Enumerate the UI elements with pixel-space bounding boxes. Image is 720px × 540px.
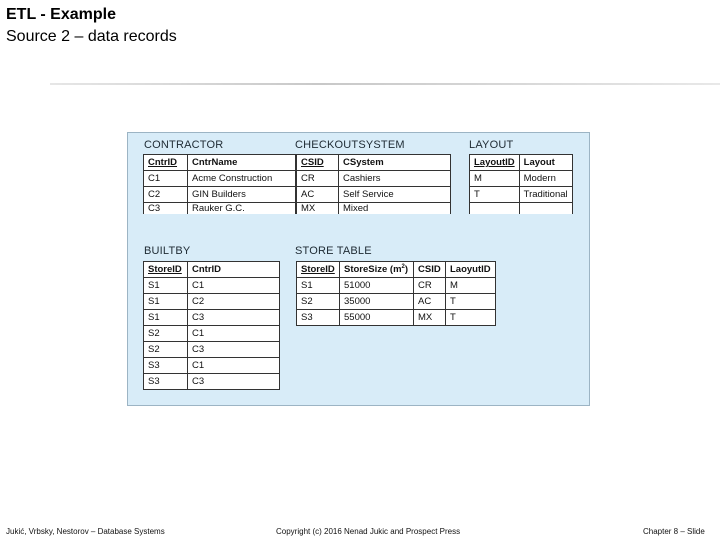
table-cell: Traditional: [519, 187, 572, 203]
table-cell: Mixed: [339, 203, 451, 215]
table-cell: T: [446, 310, 496, 326]
table-cell: MX: [297, 203, 339, 215]
table-cell: T: [470, 187, 520, 203]
table-row: [144, 358, 280, 374]
table-cell: Acme Construction: [188, 171, 296, 187]
table-row: [470, 187, 573, 203]
table-cell: S3: [144, 358, 188, 374]
table-cell: C2: [144, 187, 188, 203]
table-header-row: [470, 155, 573, 171]
store-size-label: StoreSize (m: [344, 264, 402, 276]
table-cell: S3: [144, 374, 188, 390]
table-cell: S2: [144, 342, 188, 358]
table-cell: Rauker G.C.: [188, 203, 296, 215]
header-cell: StoreID: [297, 262, 340, 278]
table-cell: 55000: [340, 310, 414, 326]
table-cell: S1: [297, 278, 340, 294]
table-cell: [470, 203, 520, 214]
header-cell: CntrID: [144, 155, 188, 171]
header-cell: CSystem: [339, 155, 451, 171]
checkoutsystem-table-title: CHECKOUTSYSTEM: [295, 139, 405, 151]
table-row: [297, 171, 451, 187]
header-cell: CntrID: [188, 262, 280, 278]
header-cell: StoreID: [144, 262, 188, 278]
header-cell: LaoyutID: [446, 262, 496, 278]
table-cell: C1: [144, 171, 188, 187]
layout-table: [469, 154, 573, 214]
layout-table-title: LAYOUT: [469, 139, 514, 151]
slide-subtitle: Source 2 – data records: [6, 28, 177, 45]
table-row: [297, 187, 451, 203]
table-cell: C3: [188, 310, 280, 326]
table-row: [470, 203, 573, 214]
table-row: [144, 310, 280, 326]
table-row: [297, 203, 451, 215]
table-cell: CR: [414, 278, 446, 294]
table-cell: C3: [188, 342, 280, 358]
table-cell: Cashiers: [339, 171, 451, 187]
store-table: [296, 261, 496, 326]
store-size-label-end: ): [404, 264, 409, 276]
header-cell: CSID: [297, 155, 339, 171]
table-cell: 35000: [340, 294, 414, 310]
table-cell: [519, 203, 572, 214]
contractor-table-title: CONTRACTOR: [144, 139, 224, 151]
table-cell: C1: [188, 278, 280, 294]
table-header-row: [297, 155, 451, 171]
header-cell: CntrName: [188, 155, 296, 171]
table-cell: T: [446, 294, 496, 310]
table-row: [144, 187, 296, 203]
table-cell: S3: [297, 310, 340, 326]
table-row: [297, 310, 496, 326]
header-cell: LayoutID: [470, 155, 520, 171]
table-row: [144, 326, 280, 342]
builtby-table-title: BUILTBY: [144, 245, 191, 257]
table-cell: C1: [188, 326, 280, 342]
table-row: [470, 171, 573, 187]
table-cell: M: [470, 171, 520, 187]
table-cell: C1: [188, 358, 280, 374]
table-cell: Modern: [519, 171, 572, 187]
store-table-title: STORE TABLE: [295, 245, 372, 257]
table-cell: S2: [297, 294, 340, 310]
slide-title: ETL - Example: [6, 6, 116, 23]
table-row: [144, 294, 280, 310]
table-cell: MX: [414, 310, 446, 326]
table-cell: S1: [144, 310, 188, 326]
table-row: [297, 294, 496, 310]
table-cell: M: [446, 278, 496, 294]
superscript: 2: [401, 263, 405, 270]
table-header-row: [297, 262, 496, 278]
table-row: [144, 203, 296, 215]
table-row: [297, 278, 496, 294]
table-header-row: [144, 155, 296, 171]
table-cell: 51000: [340, 278, 414, 294]
header-cell: CSID: [414, 262, 446, 278]
footer-authors: Jukić, Vrbsky, Nestorov – Database Systems: [6, 527, 165, 536]
footer-chapter: Chapter 8 – Slide: [643, 527, 705, 536]
table-cell: Self Service: [339, 187, 451, 203]
table-cell: C3: [144, 203, 188, 215]
footer-copyright: Copyright (c) 2016 Nenad Jukic and Prospect Press: [276, 527, 461, 536]
data-records-figure: [127, 132, 590, 406]
table-cell: CR: [297, 171, 339, 187]
builtby-table: [143, 261, 280, 390]
contractor-table: [143, 154, 296, 214]
table-row: [144, 342, 280, 358]
table-row: [144, 374, 280, 390]
table-row: [144, 278, 280, 294]
table-row: [144, 171, 296, 187]
table-cell: AC: [297, 187, 339, 203]
table-cell: C3: [188, 374, 280, 390]
header-cell: Layout: [519, 155, 572, 171]
table-header-row: [144, 262, 280, 278]
table-cell: S2: [144, 326, 188, 342]
table-cell: GIN Builders: [188, 187, 296, 203]
table-cell: S1: [144, 294, 188, 310]
table-cell: C2: [188, 294, 280, 310]
table-cell: S1: [144, 278, 188, 294]
title-divider: [50, 83, 720, 85]
header-cell: [340, 262, 414, 278]
checkoutsystem-table: [296, 154, 451, 214]
table-cell: AC: [414, 294, 446, 310]
